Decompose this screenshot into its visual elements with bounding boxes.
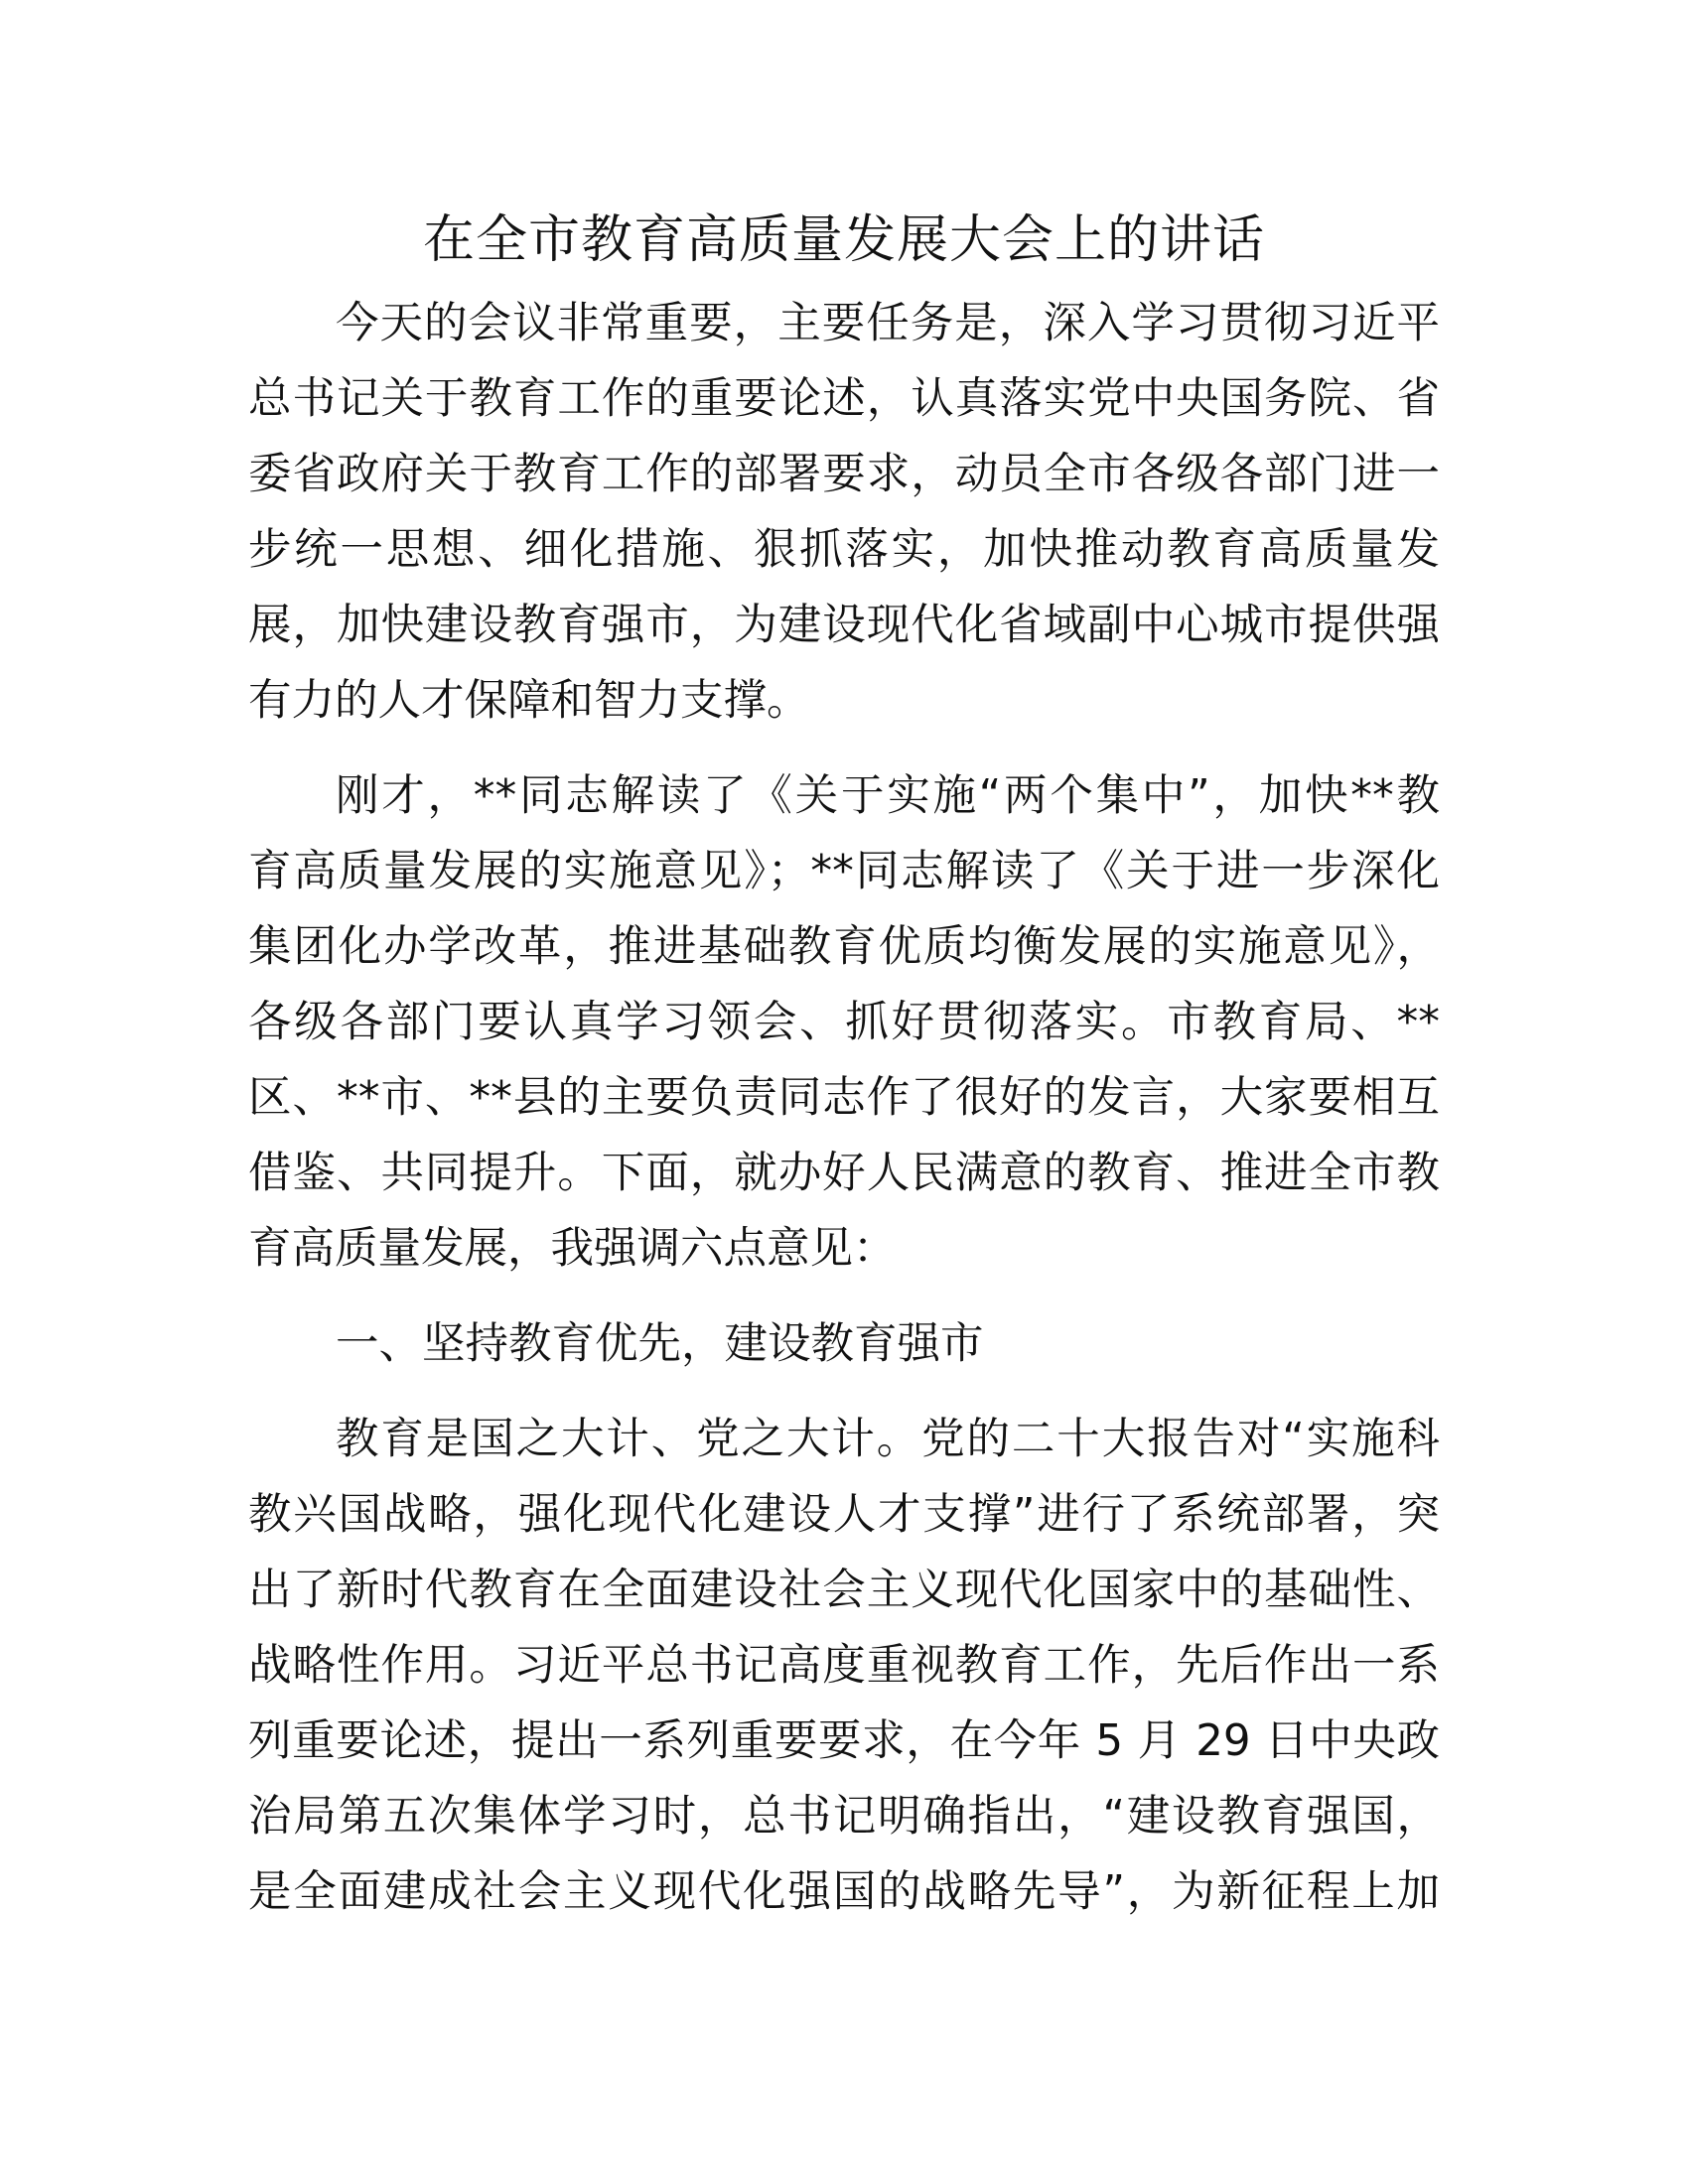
text-line: 展，加快建设教育强市，为建设现代化省域副中心城市提供强 bbox=[248, 601, 1440, 650]
text-line: 各级各部门要认真学习领会、抓好贯彻落实。市教育局、** bbox=[248, 998, 1440, 1047]
text-line: 战略性作用。习近平总书记高度重视教育工作，先后作出一系 bbox=[248, 1641, 1440, 1691]
text-line: 总书记关于教育工作的重要论述，认真落实党中央国务院、省 bbox=[248, 374, 1440, 424]
paragraph-section-one bbox=[248, 1402, 1440, 1930]
text-line: 集团化办学改革，推进基础教育优质均衡发展的实施意见》， bbox=[248, 922, 1440, 972]
document-title: 在全市教育高质量发展大会上的讲话 bbox=[422, 210, 1265, 270]
section-heading bbox=[248, 1306, 1440, 1382]
document-body bbox=[248, 286, 1440, 1930]
text-line: 借鉴、共同提升。下面，就办好人民满意的教育、推进全市教 bbox=[248, 1149, 1440, 1198]
text-line: 步统一思想、细化措施、狠抓落实，加快推动教育高质量发 bbox=[248, 525, 1440, 575]
heading-line: 一、坚持教育优先，建设教育强市 bbox=[336, 1319, 984, 1369]
text-line: 治局第五次集体学习时，总书记明确指出，“建设教育强国， bbox=[248, 1792, 1440, 1842]
text-line: 刚才，**同志解读了《关于实施“两个集中”，加快**教 bbox=[336, 771, 1440, 821]
text-line: 列重要论述，提出一系列重要要求，在今年 5 月 29 日中央政 bbox=[248, 1716, 1440, 1766]
text-line: 育高质量发展的实施意见》；**同志解读了《关于进一步深化 bbox=[248, 847, 1440, 896]
paragraph-opening bbox=[248, 286, 1440, 739]
text-line: 出了新时代教育在全面建设社会主义现代化国家中的基础性、 bbox=[248, 1566, 1440, 1615]
text-line: 是全面建成社会主义现代化强国的战略先导”，为新征程上加 bbox=[248, 1867, 1440, 1917]
text-line: 今天的会议非常重要，主要任务是，深入学习贯彻习近平 bbox=[336, 299, 1440, 348]
text-line: 育高质量发展，我强调六点意见： bbox=[248, 1224, 897, 1274]
text-line: 有力的人才保障和智力支撑。 bbox=[248, 676, 810, 726]
paragraph-summary bbox=[248, 758, 1440, 1287]
text-line: 教育是国之大计、党之大计。党的二十大报告对“实施科 bbox=[336, 1415, 1440, 1464]
text-line: 区、**市、**县的主要负责同志作了很好的发言，大家要相互 bbox=[248, 1073, 1440, 1123]
text-line: 委省政府关于教育工作的部署要求，动员全市各级各部门进一 bbox=[248, 450, 1440, 499]
text-line: 教兴国战略，强化现代化建设人才支撑”进行了系统部署，突 bbox=[248, 1490, 1440, 1540]
